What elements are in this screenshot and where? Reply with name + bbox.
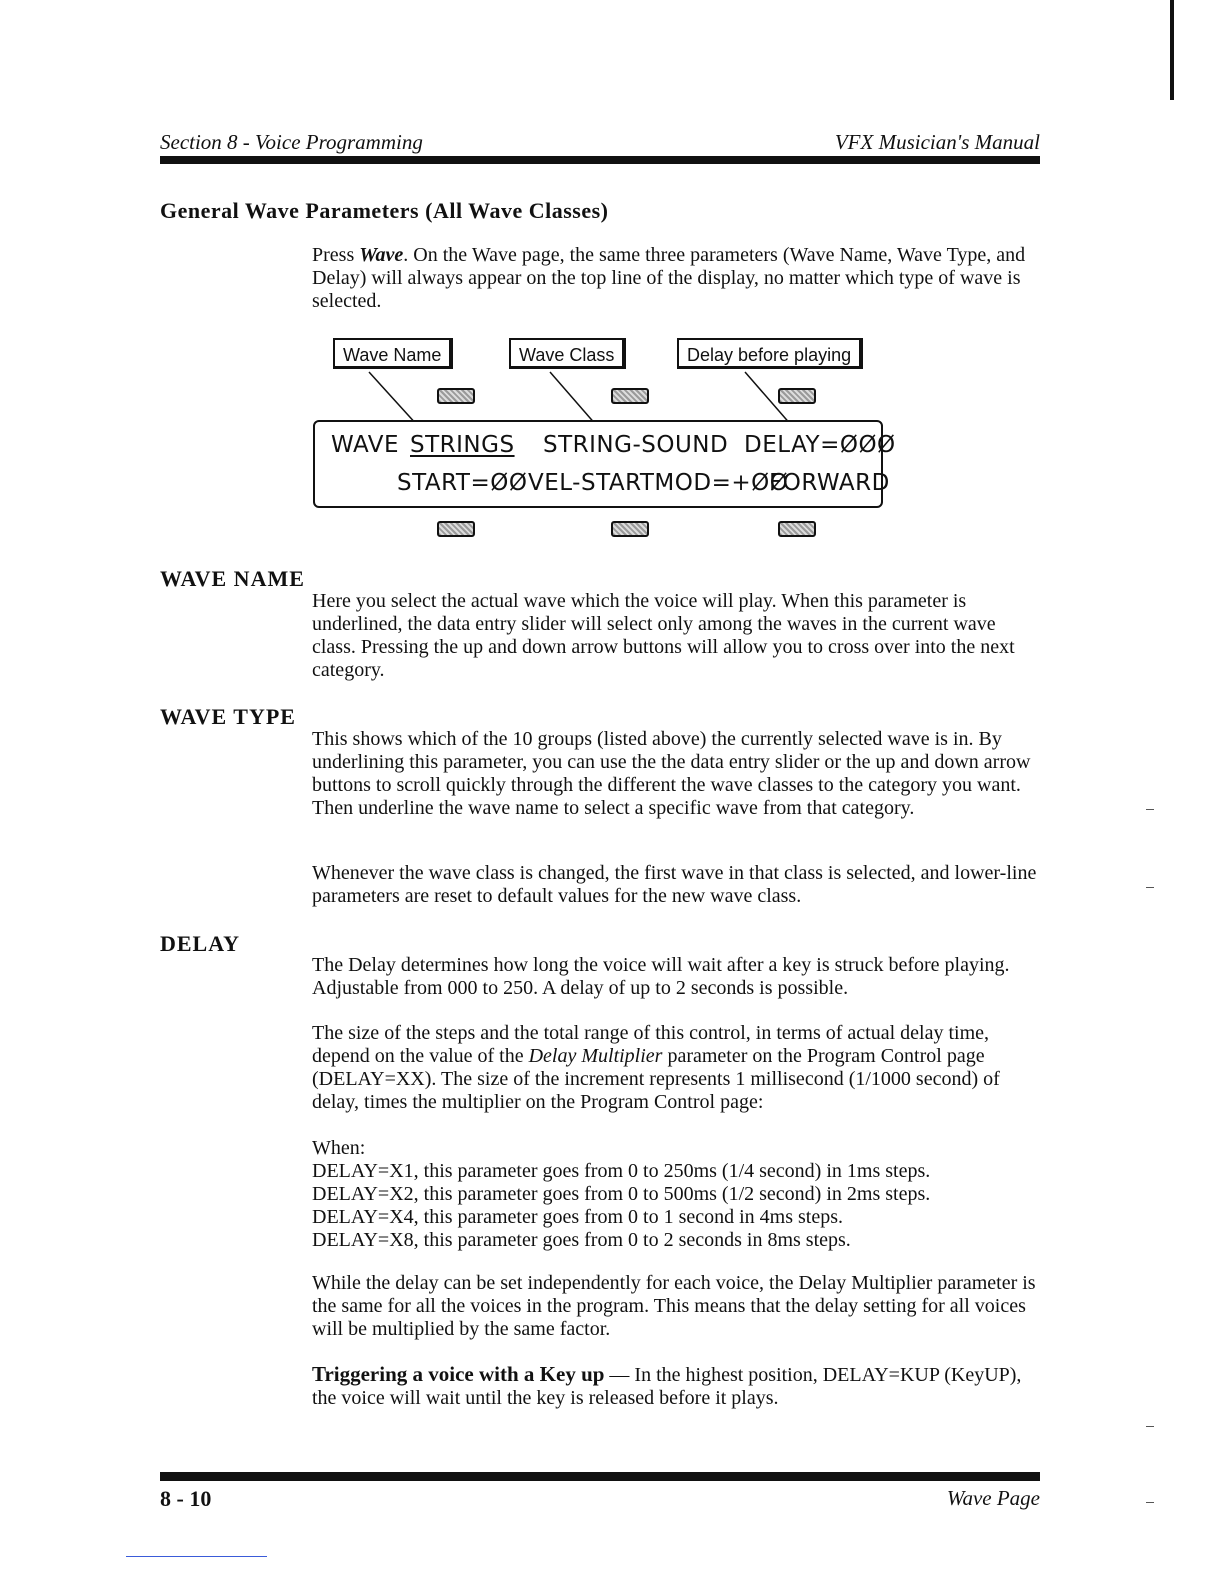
list-item: DELAY=X2, this parameter goes from 0 to 500ms (1/2 second) in 2ms steps.: [312, 1183, 931, 1205]
wave-type-text-2: Whenever the wave class is changed, the first wave in that class is selected, and lower-line parameters are reset to default values for the new wave class.: [312, 862, 1037, 907]
lcd-vel-startmod: VEL-STARTMOD=+ØØ: [528, 470, 789, 496]
soft-button-top-3: [778, 388, 816, 404]
lcd-wave-label: WAVE: [331, 432, 400, 458]
lcd-direction: FORWARD: [769, 470, 890, 496]
wave-key-emphasis: Wave: [359, 244, 404, 266]
wave-type-text-1: This shows which of the 10 groups (listed above) the currently selected wave is in. By underlining this parameter, you can use the the data entry slider or the up and down arrow buttons to scroll quickly through the different the wave classes to the category you want. Then underline the wave name to select a specific wave from that category.: [312, 728, 1031, 819]
soft-button-bottom-1: [437, 521, 475, 537]
delay-text-3: While the delay can be set independently for each voice, the Delay Multiplier parameter is the same for all the voices in the program. This means that the delay setting for all voices will be multiplied by the same factor.: [312, 1272, 1036, 1340]
intro-paragraph: Press Wave. On the Wave page, the same three parameters (Wave Name, Wave Type, and Delay) will always appear on the top line of the display, no matter which type of wave is selected.: [312, 244, 1026, 312]
list-item: DELAY=X1, this parameter goes from 0 to 250ms (1/4 second) in 1ms steps.: [312, 1160, 931, 1182]
delay-multiplier-list: [312, 1137, 1040, 1252]
page-number: 8 - 10: [160, 1486, 212, 1511]
keyup-paragraph: Triggering a voice with a Key up — In the highest position, DELAY=KUP (KeyUP), the voice will wait until the key is released before it plays.: [312, 1362, 1022, 1409]
margin-tick: [1146, 1502, 1154, 1503]
margin-tick: [1146, 809, 1154, 810]
lcd-wave-class: STRING-SOUND: [543, 432, 729, 458]
header-manual-title: VFX Musician's Manual: [834, 130, 1040, 154]
section-title: General Wave Parameters (All Wave Classes): [160, 198, 609, 223]
lcd-wave-name: STRINGS: [410, 432, 515, 458]
list-item: DELAY=X8, this parameter goes from 0 to 2 seconds in 8ms steps.: [312, 1229, 851, 1251]
soft-button-top-1: [437, 388, 475, 404]
list-item: DELAY=X4, this parameter goes from 0 to 1 second in 4ms steps.: [312, 1206, 844, 1228]
wave-name-text: Here you select the actual wave which the voice will play. When this parameter is underlined, the data entry slider will select only among the waves in the current wave class. Pressing the up and down arrow buttons will allow you to cross over into the next category.: [312, 590, 1015, 681]
soft-button-bottom-3: [778, 521, 816, 537]
callout-delay: Delay before playing: [677, 338, 863, 369]
callout-wave-name: Wave Name: [333, 338, 453, 369]
callout-wave-class: Wave Class: [509, 338, 626, 369]
footer-rule: [160, 1472, 1040, 1481]
footer-page-name: Wave Page: [946, 1486, 1040, 1510]
keyup-heading: Triggering a voice with a Key up: [312, 1362, 605, 1386]
wave-type-heading: WAVE TYPE: [160, 704, 296, 729]
header-section: Section 8 - Voice Programming: [160, 130, 423, 154]
delay-text-1: The Delay determines how long the voice will wait after a key is struck before playing. Adjustable from 000 to 250. A delay of up to 2 seconds is possible.: [312, 954, 1010, 999]
lcd-start: START=ØØ: [397, 470, 528, 496]
lcd-delay: DELAY=ØØØ: [744, 432, 896, 458]
margin-tick: [1146, 887, 1154, 888]
scan-edge-line: [126, 1556, 267, 1557]
soft-button-top-2: [611, 388, 649, 404]
wave-name-heading: WAVE NAME: [160, 566, 305, 591]
delay-multiplier-emphasis: Delay Multiplier: [528, 1045, 663, 1067]
margin-tick: [1146, 1426, 1154, 1427]
when-label: When:: [312, 1137, 366, 1159]
delay-heading: DELAY: [160, 931, 240, 956]
delay-text-2: The size of the steps and the total range of this control, in terms of actual delay time, depend on the value of the Delay Multiplier parameter on the Program Control page (DELAY=XX). The size of the increment represents 1 millisecond (1/1000 second) of delay, times the multiplier on the Program Control page:: [312, 1022, 1000, 1113]
soft-button-bottom-2: [611, 521, 649, 537]
